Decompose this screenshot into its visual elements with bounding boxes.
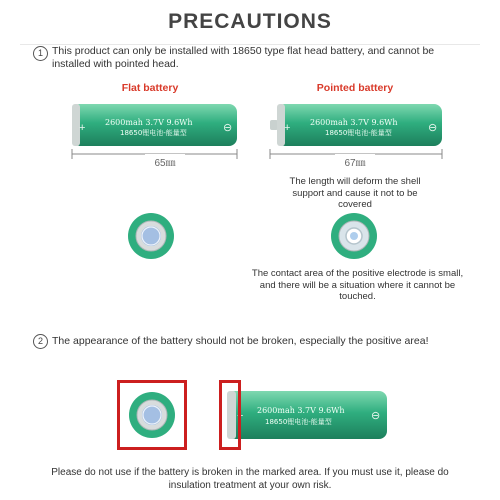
pointed-battery-label: Pointed battery bbox=[316, 82, 394, 94]
svg-text:+: + bbox=[79, 122, 86, 134]
flat-battery-type: 18650锂电池-能量型 bbox=[120, 129, 187, 137]
section2-text: The appearance of the battery should not be broken, especially the positive area! bbox=[52, 335, 429, 347]
step-number-1: 1 bbox=[33, 46, 48, 61]
pointed-length-note: The length will deform the shell support and cause it not to be covered bbox=[289, 176, 421, 210]
page-title: PRECAUTIONS bbox=[168, 10, 332, 33]
flat-positive-end-icon bbox=[127, 212, 175, 260]
pointed-battery-type: 18650锂电池-能量型 bbox=[325, 129, 392, 137]
svg-text:⊖: ⊖ bbox=[428, 122, 438, 134]
flat-battery-label: Flat battery bbox=[121, 82, 179, 94]
step-number-2: 2 bbox=[33, 334, 48, 349]
broken-battery-type: 18650锂电池-能量型 bbox=[265, 418, 332, 426]
flat-battery-spec: 2600mah 3.7V 9.6Wh bbox=[105, 118, 193, 127]
broken-battery-spec: 2600mah 3.7V 9.6Wh bbox=[257, 406, 345, 415]
flat-battery-length: 65㎜ bbox=[145, 154, 185, 169]
svg-text:+: + bbox=[237, 410, 244, 422]
side-battery-illustration bbox=[225, 385, 395, 445]
svg-text:⊖: ⊖ bbox=[223, 122, 233, 134]
svg-text:+: + bbox=[284, 122, 291, 134]
pointed-battery-length: 67㎜ bbox=[335, 154, 375, 169]
broken-positive-end-icon bbox=[128, 391, 176, 439]
svg-text:⊖: ⊖ bbox=[371, 410, 381, 422]
positive-edge-warning-box bbox=[219, 380, 244, 450]
pointed-battery-spec: 2600mah 3.7V 9.6Wh bbox=[310, 118, 398, 127]
pointed-contact-note: The contact area of the positive electrode is small, and there will be a situation where it cannot be touched. bbox=[251, 268, 464, 302]
section1-text: This product can only be installed with 18650 type flat head battery, and cannot be installed with pointed head. bbox=[52, 45, 435, 70]
bottom-warning-note: Please do not use if the battery is broken in the marked area. If you must use it, please do insulation treatment at your own risk. bbox=[51, 467, 449, 491]
pointed-positive-end-icon bbox=[330, 212, 378, 260]
